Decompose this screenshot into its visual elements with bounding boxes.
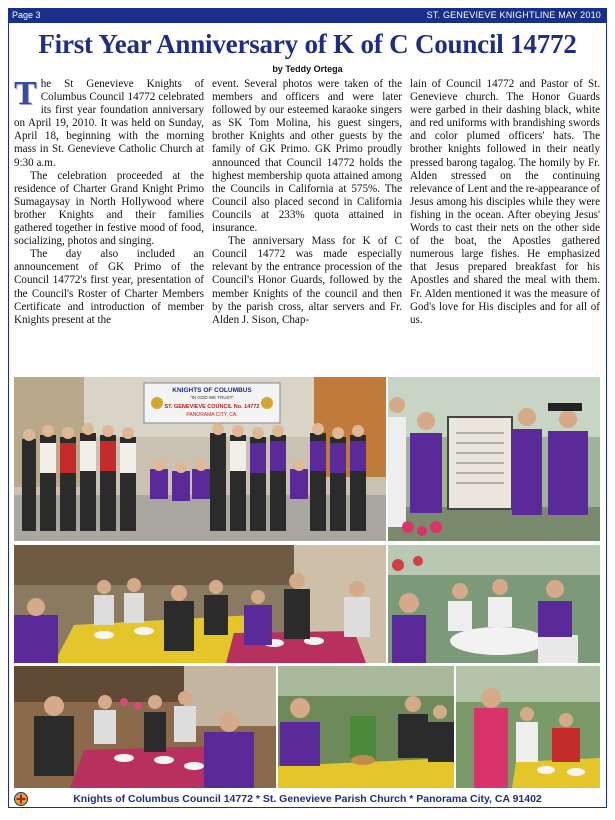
page-footer: Knights of Columbus Council 14772 * St. Genevieve Parish Church * Panorama City, CA 91402	[73, 793, 542, 805]
col1-paragraph-2: The celebration proceeded at the residence of Charter Grand Knight Primo Sumagaysay in North Hollywood where brother Knights and their families gathered together in festive mood of food, socializing, photos and singing.	[14, 169, 204, 248]
photo-certificate	[388, 377, 600, 541]
col2-paragraph-2: The anniversary Mass for K of C Council 14772 was made especially relevant by the entrance procession of the Council's Honor Guards, followed by the member Knights of the council and then by the parish cross, altar servers and Fr. Alden J. Sison, Chap-	[212, 235, 402, 326]
column-1	[14, 75, 204, 327]
article-byline: by Teddy Ortega	[272, 64, 343, 74]
photo-table-bottom-right	[456, 666, 600, 788]
top-bar	[8, 8, 607, 22]
col2-paragraph-1: event. Several photos were taken of the members and officers and were later followed by our esteemed karaoke singers as SK Tom Molina, his guest singers, brother Knights and other guests by the family of GK Primo. GK Primo proudly announced that Council 14772 holds the highest membership quota attained among the Councils in California at 575%. The Council also placed second in California Councils at 233% quota attained in insurance.	[212, 78, 402, 235]
banner-line-2: "IN GOD WE TRUST"	[190, 395, 234, 400]
article-title: First Year Anniversary of K of C Council 14772	[38, 29, 577, 59]
banner-line-4: PANORAMA CITY, CA.	[186, 412, 238, 418]
col1-paragraph-3: The day also included an announcement of GK Primo of the Council 14772's first year, presentation of the Council's Roster of Charter Members Certificate and introduction of member Knights present at the	[14, 248, 204, 326]
photo-group-banner	[14, 377, 386, 541]
photo-table-bottom-middle	[278, 666, 454, 788]
col3-paragraph-1: lain of Council 14772 and Pastor of St. Genevieve church. The Honor Guards were garbed in their dashing black, white and red uniforms with brandishing swords and color plumed officers' hats. The brother knights followed in their neatly pressed barong tagalog. The homily by Fr. Alden stressed on the continuing relevance of Lent and the re-appearance of Jesus among his disciples while they were fishing in the ocean. After obeying Jesus' Words to cast their nets on the other side of the boat, the Apostles gathered numerous large fishes. He emphasized that Jesus prepared breakfast for his Apostles and shared the meal with them. Fr. Alden mentioned it was the measure of God's love for His disciples and for all of us.	[410, 78, 600, 326]
photo-dining-left	[14, 545, 386, 663]
photo-table-bottom-left	[14, 666, 276, 788]
photo-dining-right	[388, 545, 600, 663]
article-columns	[14, 75, 600, 368]
column-2	[212, 78, 402, 327]
publication-name: ST. GENEVIEVE KNIGHTLINE MAY 2010	[426, 10, 601, 20]
banner-line-1: KNIGHTS OF COLUMBUS	[172, 387, 252, 394]
column-3	[410, 78, 600, 327]
col1-paragraph-1: he St Genevieve Knights of Columbus Council 14772 celebrated its first year foundation anniversary on April 19, 2010. It was held on Sunday, April 18, beginning with the morning mass in St. Genevieve Catholic Church at 9:30 a.m.	[14, 78, 204, 169]
drop-cap: T	[14, 75, 37, 112]
banner-line-3: ST. GENEVIEVE COUNCIL No. 14772	[164, 404, 260, 410]
page-label: Page 3	[12, 10, 41, 20]
